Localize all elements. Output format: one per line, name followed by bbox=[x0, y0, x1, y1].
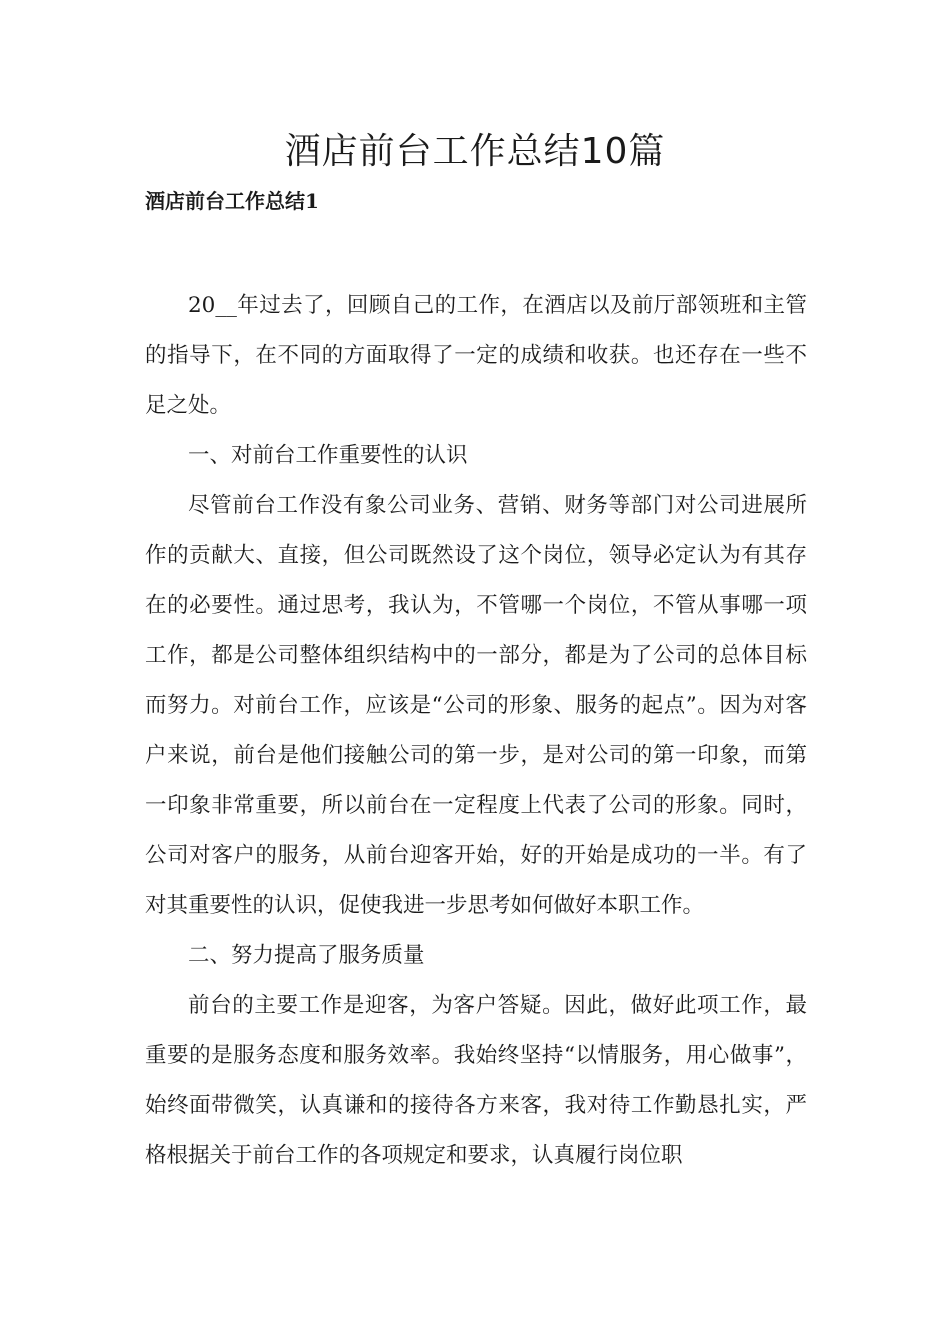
paragraph-intro: 20__年过去了，回顾自己的工作，在酒店以及前厅部领班和主管的指导下，在不同的方面取得了一定的成绩和收获。也还存在一些不足之处。 bbox=[145, 293, 807, 418]
heading-service-quality: 二、努力提高了服务质量 bbox=[188, 943, 425, 968]
paragraph-service-quality: 前台的主要工作是迎客，为客户答疑。因此，做好此项工作，最重要的是服务态度和服务效率。我始终坚持“以情服务，用心做事”，始终面带微笑，认真谦和的接待各方来客，我对待工作勤恳扎实，严格根据关于前台工作的各项规定和要求，认真履行岗位职 bbox=[145, 993, 807, 1168]
document-body bbox=[145, 281, 807, 1181]
document-title: 酒店前台工作总结10篇 bbox=[284, 131, 666, 172]
section-title: 酒店前台工作总结1 bbox=[145, 189, 319, 213]
heading-importance: 一、对前台工作重要性的认识 bbox=[188, 443, 468, 468]
paragraph-importance: 尽管前台工作没有象公司业务、营销、财务等部门对公司进展所作的贡献大、直接，但公司既然设了这个岗位，领导必定认为有其存在的必要性。通过思考，我认为，不管哪一个岗位，不管从事哪一项工作，都是公司整体组织结构中的一部分，都是为了公司的总体目标而努力。对前台工作，应该是“公司的形象、服务的起点”。因为对客户来说，前台是他们接触公司的第一步，是对公司的第一印象，而第一印象非常重要，所以前台在一定程度上代表了公司的形象。同时，公司对客户的服务，从前台迎客开始，好的开始是成功的一半。有了对其重要性的认识，促使我进一步思考如何做好本职工作。 bbox=[145, 493, 807, 918]
